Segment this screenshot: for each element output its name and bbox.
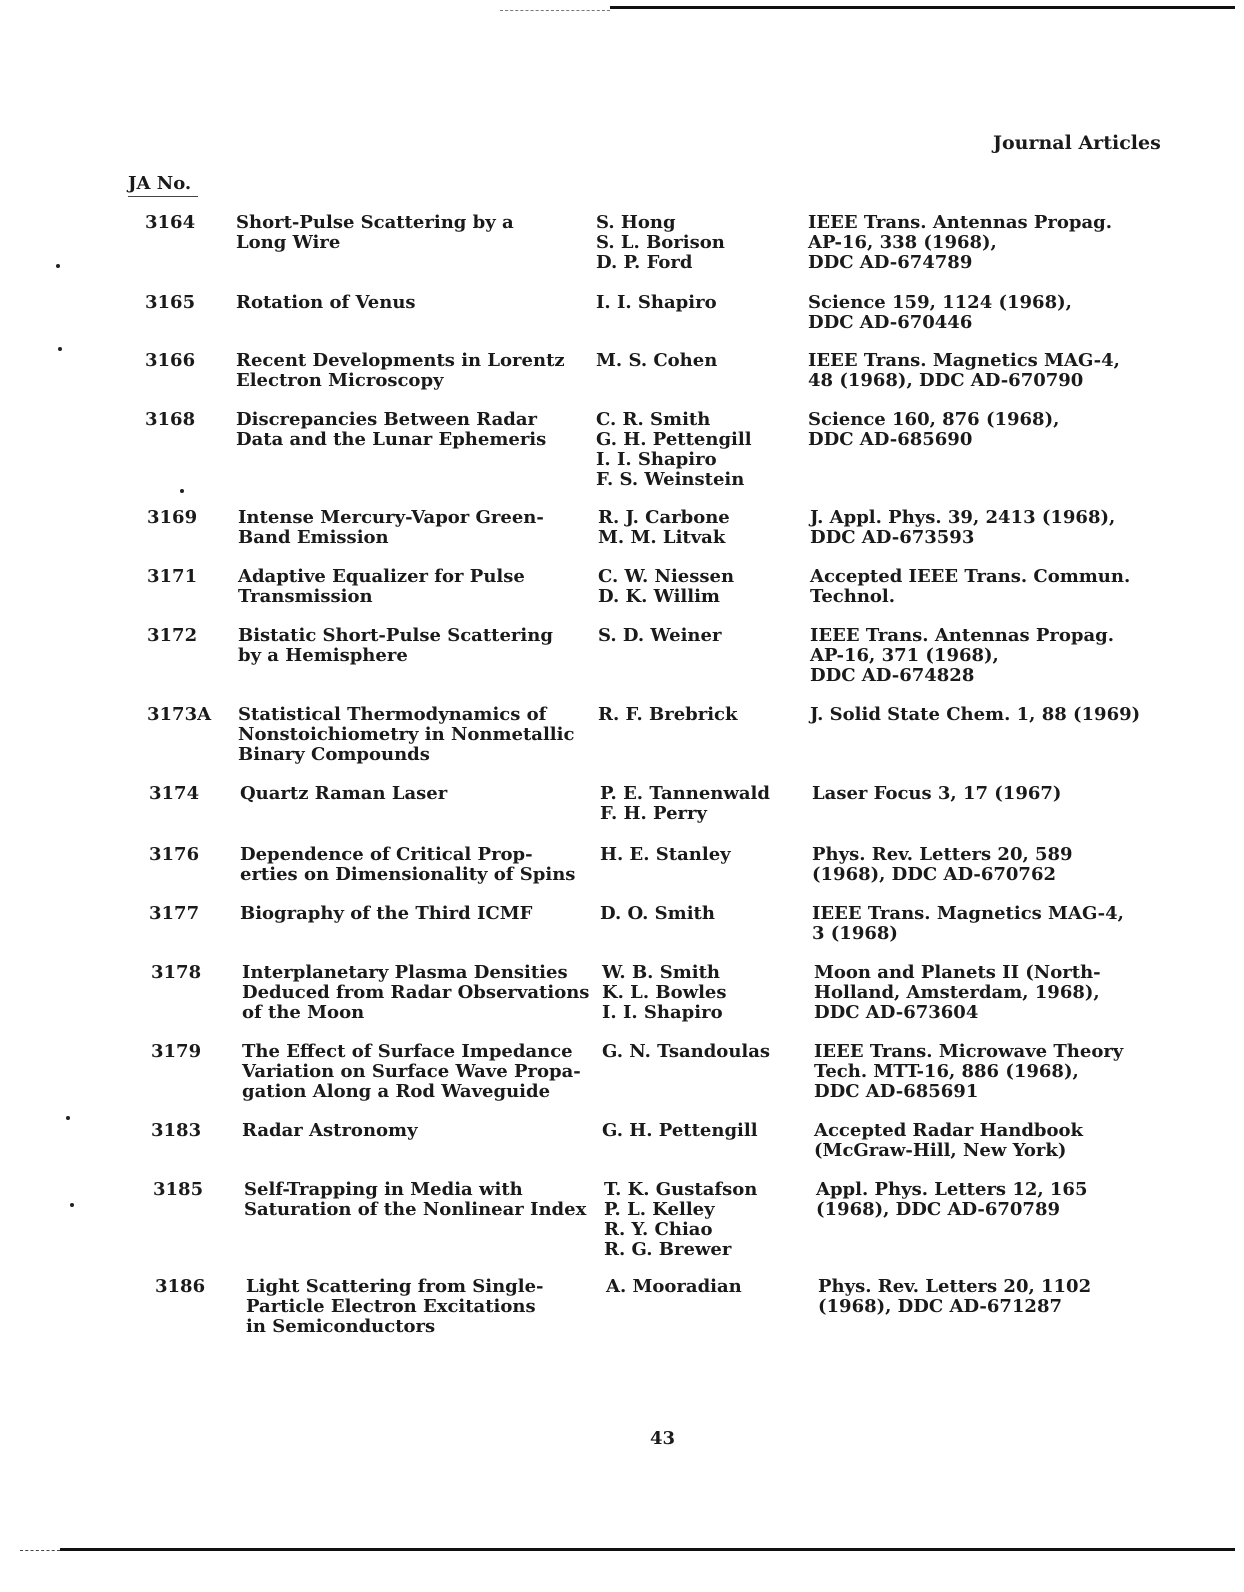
article-title xyxy=(242,1121,418,1141)
article-reference xyxy=(814,1121,1083,1161)
article-reference xyxy=(812,845,1073,885)
page-number: 43 xyxy=(650,1428,676,1449)
article-authors xyxy=(606,1277,742,1297)
ja-number: 3179 xyxy=(151,1041,202,1062)
article-title-line: of the Moon xyxy=(242,1002,365,1023)
article-authors xyxy=(602,1121,758,1141)
article-title-line: Dependence of Critical Prop- xyxy=(240,844,533,865)
article-authors xyxy=(596,410,752,490)
article-authors-line: M. S. Cohen xyxy=(596,350,718,371)
article-reference xyxy=(812,784,1061,804)
article-reference xyxy=(808,293,1072,333)
article-reference-line: IEEE Trans. Magnetics MAG-4, xyxy=(812,903,1124,924)
article-authors xyxy=(598,508,730,548)
article-title-line: Biography of the Third ICMF xyxy=(240,903,533,924)
article-authors-line: G. H. Pettengill xyxy=(602,1120,758,1141)
article-reference-line: Science 160, 876 (1968), xyxy=(808,409,1060,430)
article-authors xyxy=(600,845,731,865)
article-title xyxy=(238,626,553,666)
ja-number: 3166 xyxy=(145,350,196,371)
article-authors-line: S. Hong xyxy=(596,212,676,233)
article-reference-line: Accepted IEEE Trans. Commun. xyxy=(810,566,1131,587)
ja-number: 3177 xyxy=(149,903,200,924)
article-reference xyxy=(816,1180,1088,1220)
article-authors-line: F. H. Perry xyxy=(600,803,707,824)
article-reference-line: Phys. Rev. Letters 20, 589 xyxy=(812,844,1073,865)
article-title-line: Particle Electron Excitations xyxy=(246,1296,536,1317)
article-title xyxy=(242,1042,581,1102)
article-authors xyxy=(598,705,737,725)
article-authors-line: G. N. Tsandoulas xyxy=(602,1041,771,1062)
article-title xyxy=(242,963,589,1023)
article-reference-line: Appl. Phys. Letters 12, 165 xyxy=(816,1179,1088,1200)
article-authors-line: D. P. Ford xyxy=(596,252,693,273)
article-reference xyxy=(808,213,1112,273)
article-title-line: Band Emission xyxy=(238,527,389,548)
article-reference-line: (1968), DDC AD-670789 xyxy=(816,1199,1061,1220)
article-authors xyxy=(596,213,725,273)
article-title xyxy=(236,410,546,450)
article-authors-line: D. O. Smith xyxy=(600,903,715,924)
article-title-line: Recent Developments in Lorentz xyxy=(236,350,565,371)
article-authors-line: R. F. Brebrick xyxy=(598,704,738,725)
article-reference xyxy=(814,1042,1123,1102)
article-authors-line: I. I. Shapiro xyxy=(596,292,717,313)
article-title xyxy=(240,784,447,804)
article-reference-line: J. Appl. Phys. 39, 2413 (1968), xyxy=(810,507,1116,528)
article-reference-line: 3 (1968) xyxy=(812,923,898,944)
article-title-line: Quartz Raman Laser xyxy=(240,783,448,804)
ja-number: 3171 xyxy=(147,566,198,587)
bottom-rule-dashed xyxy=(20,1550,60,1552)
article-authors xyxy=(600,904,715,924)
article-title-line: Radar Astronomy xyxy=(242,1120,418,1141)
article-reference xyxy=(810,626,1114,686)
ja-number: 3164 xyxy=(145,212,196,233)
article-authors xyxy=(602,1042,770,1062)
article-title-line: Self-Trapping in Media with xyxy=(244,1179,523,1200)
scan-speck xyxy=(70,1203,74,1207)
article-authors-line: P. E. Tannenwald xyxy=(600,783,770,804)
article-authors-line: T. K. Gustafson xyxy=(604,1179,758,1200)
article-reference-line: Holland, Amsterdam, 1968), xyxy=(814,982,1100,1003)
article-authors-line: A. Mooradian xyxy=(606,1276,742,1297)
article-authors xyxy=(598,567,734,607)
article-title-line: gation Along a Rod Waveguide xyxy=(242,1081,551,1102)
article-title-line: Binary Compounds xyxy=(238,744,430,765)
ja-number: 3183 xyxy=(151,1120,202,1141)
article-reference-line: AP-16, 371 (1968), xyxy=(810,645,999,666)
article-reference-line: Laser Focus 3, 17 (1967) xyxy=(812,783,1062,804)
article-reference-line: J. Solid State Chem. 1, 88 (1969) xyxy=(810,704,1141,725)
article-reference-line: DDC AD-673593 xyxy=(810,527,975,548)
article-authors-line: P. L. Kelley xyxy=(604,1199,715,1220)
top-rule-dashed xyxy=(500,10,610,12)
article-authors-line: F. S. Weinstein xyxy=(596,469,745,490)
section-title: Journal Articles xyxy=(993,132,1161,154)
article-title-line: Transmission xyxy=(238,586,373,607)
article-title xyxy=(238,508,544,548)
article-title-line: Deduced from Radar Observations xyxy=(242,982,590,1003)
article-title-line: erties on Dimensionality of Spins xyxy=(240,864,576,885)
article-reference xyxy=(810,567,1130,607)
article-title-line: by a Hemisphere xyxy=(238,645,408,666)
article-title xyxy=(236,351,565,391)
article-authors xyxy=(596,293,717,313)
article-authors-line: W. B. Smith xyxy=(602,962,720,983)
article-authors-line: R. Y. Chiao xyxy=(604,1219,713,1240)
article-authors-line: C. W. Niessen xyxy=(598,566,735,587)
article-reference xyxy=(808,410,1059,450)
article-authors-line: R. J. Carbone xyxy=(598,507,730,528)
article-title-line: Adaptive Equalizer for Pulse xyxy=(238,566,525,587)
article-reference xyxy=(810,705,1140,725)
scan-speck xyxy=(66,1116,70,1120)
article-reference-line: Science 159, 1124 (1968), xyxy=(808,292,1072,313)
ja-number: 3186 xyxy=(155,1276,206,1297)
article-title xyxy=(240,904,532,924)
article-reference xyxy=(818,1277,1091,1317)
bottom-rule xyxy=(60,1548,1235,1551)
article-reference-line: (McGraw-Hill, New York) xyxy=(814,1140,1067,1161)
article-title xyxy=(236,213,514,253)
article-reference xyxy=(808,351,1120,391)
article-reference-line: AP-16, 338 (1968), xyxy=(808,232,997,253)
article-title xyxy=(240,845,575,885)
article-reference xyxy=(812,904,1124,944)
article-authors-line: K. L. Bowles xyxy=(602,982,727,1003)
article-reference-line: DDC AD-685691 xyxy=(814,1081,979,1102)
article-authors-line: G. H. Pettengill xyxy=(596,429,752,450)
article-authors-line: D. K. Willim xyxy=(598,586,720,607)
article-title xyxy=(246,1277,544,1337)
article-title-line: Electron Microscopy xyxy=(236,370,444,391)
article-title-line: Data and the Lunar Ephemeris xyxy=(236,429,547,450)
article-authors-line: M. M. Litvak xyxy=(598,527,726,548)
article-authors-line: S. D. Weiner xyxy=(598,625,722,646)
article-authors xyxy=(604,1180,757,1260)
article-reference xyxy=(810,508,1115,548)
scan-speck xyxy=(180,489,184,493)
article-title xyxy=(238,705,574,765)
article-authors-line: R. G. Brewer xyxy=(604,1239,732,1260)
article-reference-line: DDC AD-685690 xyxy=(808,429,973,450)
article-reference-line: DDC AD-674828 xyxy=(810,665,975,686)
article-title xyxy=(236,293,416,313)
article-title-line: Light Scattering from Single- xyxy=(246,1276,544,1297)
article-authors xyxy=(598,626,721,646)
ja-number: 3173A xyxy=(147,704,212,725)
top-rule xyxy=(610,6,1235,9)
article-title-line: Bistatic Short-Pulse Scattering xyxy=(238,625,553,646)
article-reference-line: Tech. MTT-16, 886 (1968), xyxy=(814,1061,1079,1082)
article-reference-line: Phys. Rev. Letters 20, 1102 xyxy=(818,1276,1092,1297)
ja-number: 3176 xyxy=(149,844,200,865)
scan-speck xyxy=(56,264,60,268)
article-authors-line: S. L. Borison xyxy=(596,232,725,253)
article-title-line: Saturation of the Nonlinear Index xyxy=(244,1199,587,1220)
article-authors-line: C. R. Smith xyxy=(596,409,711,430)
article-title-line: Nonstoichiometry in Nonmetallic xyxy=(238,724,575,745)
ja-number: 3168 xyxy=(145,409,196,430)
article-reference-line: DDC AD-670446 xyxy=(808,312,973,333)
article-reference-line: IEEE Trans. Antennas Propag. xyxy=(810,625,1115,646)
article-title-line: Statistical Thermodynamics of xyxy=(238,704,547,725)
article-title-line: Interplanetary Plasma Densities xyxy=(242,962,568,983)
article-title-line: in Semiconductors xyxy=(246,1316,436,1337)
article-title-line: The Effect of Surface Impedance xyxy=(242,1041,573,1062)
article-title xyxy=(244,1180,586,1220)
article-title-line: Variation on Surface Wave Propa- xyxy=(242,1061,581,1082)
article-reference-line: IEEE Trans. Magnetics MAG-4, xyxy=(808,350,1120,371)
ja-number: 3165 xyxy=(145,292,196,313)
column-header-ja-no: JA No. xyxy=(128,173,192,194)
article-reference-line: Moon and Planets II (North- xyxy=(814,962,1101,983)
article-title xyxy=(238,567,525,607)
article-reference-line: IEEE Trans. Microwave Theory xyxy=(814,1041,1124,1062)
ja-number: 3169 xyxy=(147,507,198,528)
ja-number: 3174 xyxy=(149,783,200,804)
article-reference-line: Technol. xyxy=(810,586,896,607)
article-title-line: Intense Mercury-Vapor Green- xyxy=(238,507,544,528)
article-reference-line: Accepted Radar Handbook xyxy=(814,1120,1083,1141)
article-authors xyxy=(596,351,717,371)
scan-speck xyxy=(58,347,62,351)
article-title-line: Rotation of Venus xyxy=(236,292,416,313)
article-authors-line: I. I. Shapiro xyxy=(596,449,717,470)
article-title-line: Short-Pulse Scattering by a xyxy=(236,212,514,233)
article-reference-line: DDC AD-674789 xyxy=(808,252,973,273)
article-reference-line: 48 (1968), DDC AD-670790 xyxy=(808,370,1084,391)
article-authors xyxy=(600,784,770,824)
article-authors-line: H. E. Stanley xyxy=(600,844,731,865)
ja-number: 3185 xyxy=(153,1179,204,1200)
ja-number: 3178 xyxy=(151,962,202,983)
article-title-line: Long Wire xyxy=(236,232,341,253)
ja-number: 3172 xyxy=(147,625,198,646)
article-authors-line: I. I. Shapiro xyxy=(602,1002,723,1023)
article-title-line: Discrepancies Between Radar xyxy=(236,409,537,430)
article-reference-line: (1968), DDC AD-671287 xyxy=(818,1296,1063,1317)
article-authors xyxy=(602,963,727,1023)
article-reference xyxy=(814,963,1101,1023)
article-reference-line: IEEE Trans. Antennas Propag. xyxy=(808,212,1113,233)
article-reference-line: DDC AD-673604 xyxy=(814,1002,979,1023)
column-header-underline xyxy=(128,196,198,197)
article-reference-line: (1968), DDC AD-670762 xyxy=(812,864,1057,885)
